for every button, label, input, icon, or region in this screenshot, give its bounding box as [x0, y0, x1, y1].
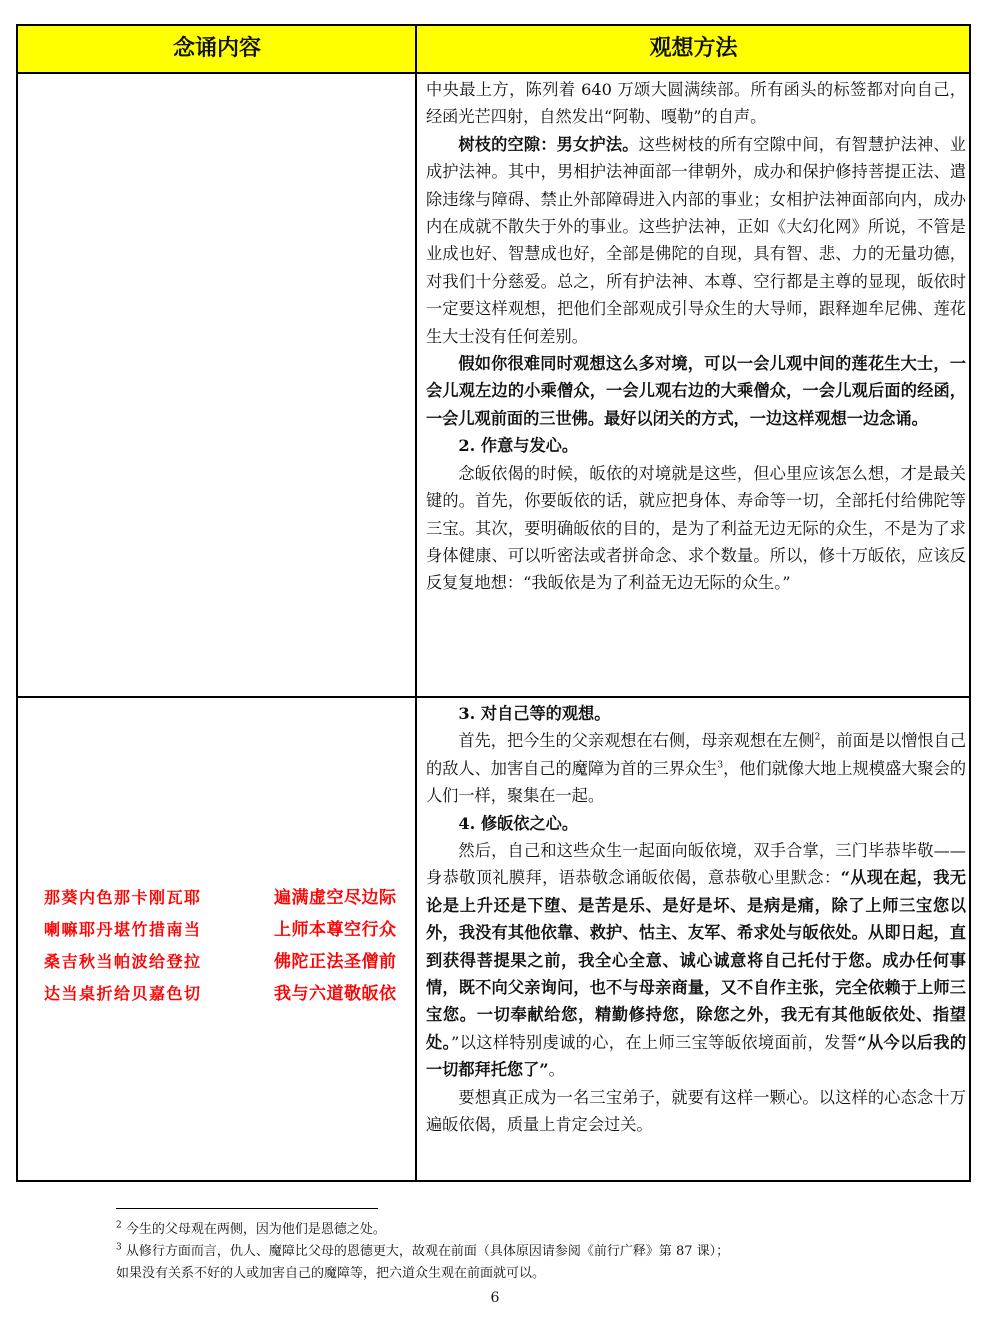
- mantra-tibetan-line: 桑吉秋当帕波给登拉: [44, 952, 202, 971]
- table-header: [18, 26, 969, 74]
- mantra-chinese-line: 我与六道敬皈依: [274, 984, 397, 1004]
- row2-paragraph-5-b: ，前面是以憎恨自己的敌人、加害自己的魔障为首的三界众生: [426, 731, 967, 778]
- footnote-3-mark: 3: [116, 1242, 122, 1253]
- section-3-heading: 3. 对自己等的观想。: [458, 704, 611, 723]
- mantra-tibetan-transliteration: [44, 882, 202, 1010]
- footnote-3: [116, 1242, 976, 1261]
- footnote-2-text: 今生的父母观在两侧，因为他们是恩德之处。: [125, 1222, 386, 1237]
- mantra-tibetan-line: 达当桌折给贝嘉色切: [44, 984, 202, 1003]
- section-4-heading: 4. 修皈依之心。: [458, 813, 579, 833]
- mantra-chinese-line: 遍满虚空尽边际: [274, 888, 397, 908]
- row1-paragraph-2: [426, 131, 966, 350]
- row1-paragraph-4: 念皈依偈的时候，皈依的对境就是这些，但心里应该怎么想，才是最关键的。首先，你要皈依的话，就应把身体、寿命等一切，全部托付给佛陀等三宝。其次，要明确皈依的目的，是为了利益无边无际的众生，不是为了求身体健康、可以听密法或者拼命念、求个数量。所以，修十万皈依，应该反反复复地想：“我皈依是为了利益无边无际的众生。”: [426, 463, 966, 593]
- footnote-separator: [116, 1208, 378, 1209]
- footnote-3-text-a: 从修行方面而言，仇人、魔障比父母的恩德更大，故观在前面（具体原因请参阅《前行广释》第 87 课）；: [125, 1244, 730, 1259]
- row2-paragraph-6-end: 。: [548, 1060, 565, 1080]
- row1-paragraph-2-heading: 树枝的空隙：男女护法。: [458, 134, 639, 154]
- mantra-chinese-meaning: [274, 882, 397, 1010]
- row2-paragraph-6-c: ”以这样特别虔诚的心，在上师三宝等皈依境面前，发誓: [451, 1032, 858, 1052]
- row2-paragraph-6-oath: “从今以后我的一切都拜托您了”: [426, 1032, 967, 1080]
- row1-paragraph-1: 中央最上方，陈列着 640 万颂大圆满续部。所有函头的标签都对向自己，经函光芒四射，自然发出“阿勒、嘎勒”的自声。: [426, 80, 966, 127]
- mantra-tibetan-line: 喇嘛耶丹堪竹措南当: [44, 920, 202, 939]
- footnote-ref-3[interactable]: 3: [717, 760, 724, 771]
- row-divider: [18, 696, 969, 698]
- footnote-ref-2[interactable]: 2: [814, 733, 821, 744]
- row2-paragraph-5-a: 首先，把今生的父亲观想在右侧，母亲观想在左侧: [458, 731, 815, 751]
- row2-paragraph-6: [426, 837, 966, 1084]
- mantra-chinese-line: 上师本尊空行众: [274, 920, 397, 940]
- row2-paragraph-6-vow: “从现在起，我无论是上升还是下堕、是苦是乐、是好是坏、是病是痛，除了上师三宝您以外，我没有其他依靠、救护、怙主、友军、希求处与皈依处。从即日起，直到获得菩提果之前，我全心全意、诚心诚意将自己托付于您。成办任何事情，既不向父亲询问，也不与母亲商量，又不自作主张，完全依赖于上师三宝您。一切奉献给您，精勤修持您，除您之外，我无有其他皈依处、指望处。: [426, 868, 967, 1052]
- header-visualization: 观想方法: [649, 36, 738, 61]
- page-number: 6: [490, 1290, 500, 1306]
- row2-paragraph-6-a: 然后，自己和这些众生一起面向皈依境，双手合掌，三门毕恭毕敬——身恭敬顶礼膜拜，语恭敬念诵皈依偈，意恭敬心里默念：: [426, 841, 966, 888]
- row2-visualization-text: [426, 700, 966, 1139]
- row1-paragraph-2-body: 这些树枝的所有空隙中间，有智慧护法神、业成护法神。其中，男相护法神面部一律朝外，成办和保护修持菩提正法、遣除违缘与障碍、禁止外部障碍进入内部的事业；女相护法神面部向内，成办内在成就不散失于外的事业。这些护法神，正如《大幻化网》所说，不管是业成也好、智慧成也好，全部是佛陀的自现，具有智、悲、力的无量功德，对我们十分慈爱。总之，所有护法神、本尊、空行都是主尊的显现，皈依时一定要这样观想，把他们全部观成引导众生的大导师，跟释迦牟尼佛、莲花生大士没有任何差别。: [426, 134, 966, 346]
- footnote-2-mark: 2: [116, 1220, 122, 1231]
- row2-paragraph-7: 要想真正成为一名三宝弟子，就要有这样一颗心。以这样的心态念十万遍皈依偈，质量上肯定会过关。: [426, 1087, 966, 1135]
- header-recitation: 念诵内容: [172, 36, 261, 61]
- mantra-tibetan-line: 那葵内色那卡刚瓦耶: [44, 888, 202, 907]
- section-2-heading: 2. 作意与发心。: [458, 436, 579, 456]
- row2-paragraph-5-c: ，他们就像大地上规模盛大聚会的人们一样，聚集在一起。: [426, 758, 967, 806]
- mantra-chinese-line: 佛陀正法圣僧前: [274, 952, 397, 972]
- row2-paragraph-5: [426, 727, 966, 809]
- footnote-2: [116, 1220, 976, 1239]
- footnote-3-continued: 如果没有关系不好的人或加害自己的魔障等，把六道众生观在前面就可以。: [116, 1266, 546, 1281]
- practice-table: [16, 24, 971, 1182]
- row1-visualization-text: [426, 76, 966, 597]
- row1-paragraph-3: 假如你很难同时观想这么多对境，可以一会儿观中间的莲花生大士，一会儿观左边的小乘僧众，一会儿观右边的大乘僧众，一会儿观后面的经函，一会儿观前面的三世佛。最好以闭关的方式，一边这样观想一边念诵。: [426, 354, 966, 428]
- column-divider: [415, 26, 417, 1180]
